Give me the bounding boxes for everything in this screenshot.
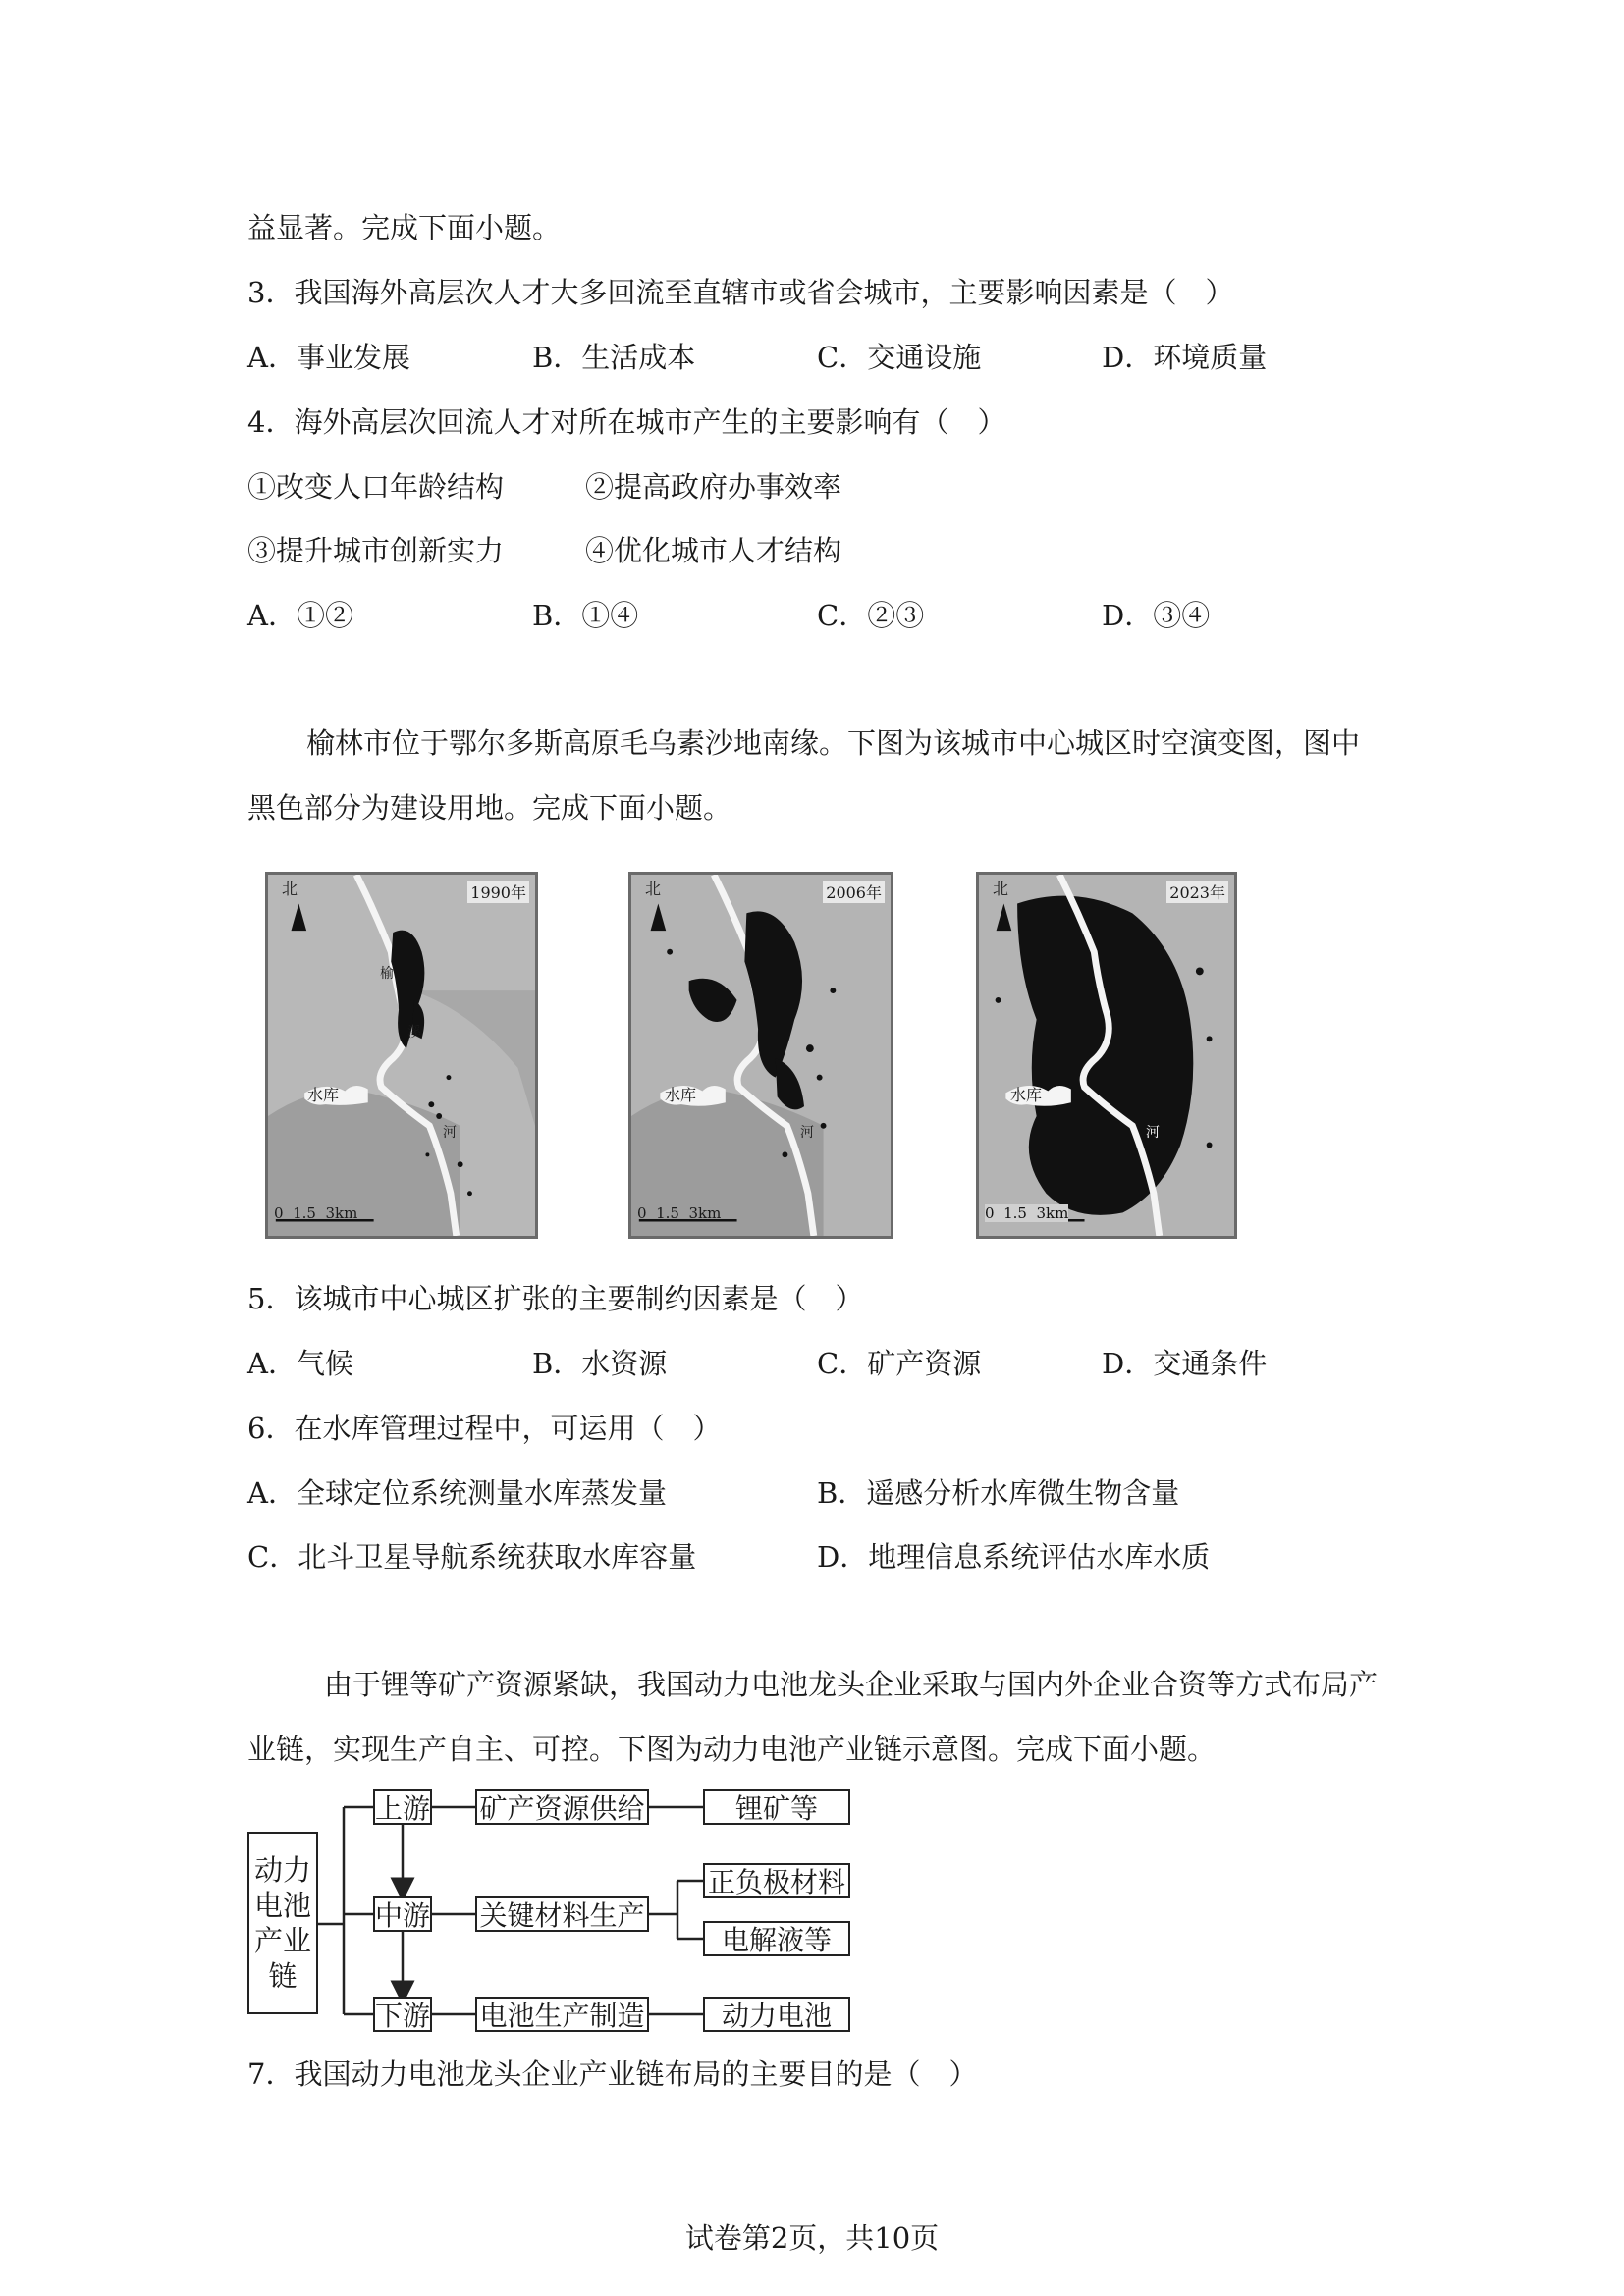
passage-2-line-1: 榆林市位于鄂尔多斯高原毛乌素沙地南缘。下图为该城市中心城区时空演变图，图中: [306, 726, 1361, 760]
question-5-option-c: C．矿产资源: [817, 1347, 982, 1380]
question-4-item-2: ②提高政府办事效率: [585, 470, 842, 504]
question-7-stem: 7．我国动力电池龙头企业产业链布局的主要目的是（ ）: [247, 2057, 978, 2091]
diagram-root-line: 动力: [253, 1853, 311, 1887]
question-6-option-a: A．全球定位系统测量水库蒸发量: [247, 1476, 667, 1510]
question-5-option-b: B．水资源: [532, 1347, 668, 1380]
question-6-option-c: C．北斗卫星导航系统获取水库容量: [247, 1540, 697, 1574]
map-year-label: 2023年: [1166, 881, 1228, 903]
map-year-label: 1990年: [467, 881, 529, 903]
diagram-output-lithium: 锂矿等: [703, 1789, 850, 1825]
page-footer: 试卷第2页，共10页: [684, 2221, 940, 2255]
reservoir-label: 水库: [1010, 1086, 1043, 1104]
scale-bar-label: 0 1.5 3km: [637, 1204, 722, 1222]
map-1990-graphic: [268, 875, 535, 1236]
diagram-process-mineral-supply: 矿产资源供给: [475, 1789, 649, 1825]
scale-bar-label: 0 1.5 3km: [985, 1204, 1069, 1222]
question-4-option-b: B．①④: [532, 599, 639, 632]
question-6-stem: 6．在水库管理过程中，可运用（ ）: [247, 1412, 722, 1445]
diagram-output-electrolyte: 电解液等: [703, 1921, 850, 1956]
diagram-output-power-battery: 动力电池: [703, 1997, 850, 2032]
question-3-option-a: A．事业发展: [247, 341, 410, 374]
reservoir-label: 水库: [307, 1086, 340, 1104]
question-5-option-d: D．交通条件: [1102, 1347, 1268, 1380]
question-5-option-a: A．气候: [247, 1347, 353, 1380]
question-3-option-d: D．环境质量: [1102, 341, 1268, 374]
passage-tail: 益显著。完成下面小题。: [247, 211, 562, 244]
diagram-process-battery-manufacturing: 电池生产制造: [475, 1997, 649, 2032]
diagram-output-electrode-materials: 正负极材料: [703, 1863, 850, 1898]
question-3-stem: 3．我国海外高层次人才大多回流至直辖市或省会城市，主要影响因素是（ ）: [247, 276, 1234, 309]
diagram-root-line: 链: [268, 1959, 298, 1993]
north-label: 北: [993, 880, 1009, 898]
diagram-root-line: 产业: [253, 1924, 311, 1957]
question-5-stem: 5．该城市中心城区扩张的主要制约因素是（ ）: [247, 1282, 864, 1315]
diagram-stage-downstream: 下游: [373, 1997, 432, 2032]
river-label: 溪: [407, 1025, 421, 1041]
question-3-option-b: B．生活成本: [532, 341, 696, 374]
map-2023: [976, 872, 1237, 1239]
question-4-option-a: A．①②: [247, 599, 353, 632]
question-4-stem: 4．海外高层次回流人才对所在城市产生的主要影响有（ ）: [247, 405, 1006, 439]
diagram-root-line: 电池: [253, 1889, 311, 1922]
north-label: 北: [645, 880, 662, 898]
map-2006-graphic: [631, 875, 891, 1236]
scale-bar-label: 0 1.5 3km: [274, 1204, 358, 1222]
map-2006: [628, 872, 893, 1239]
reservoir-label: 水库: [665, 1086, 697, 1104]
north-label: 北: [282, 880, 298, 898]
passage-2-line-2: 黑色部分为建设用地。完成下面小题。: [247, 791, 732, 825]
river-label: 河: [1146, 1125, 1160, 1141]
question-4-item-4: ④优化城市人才结构: [585, 534, 842, 567]
passage-3-line-2: 业链，实现生产自主、可控。下图为动力电池产业链示意图。完成下面小题。: [247, 1733, 1217, 1766]
diagram-stage-upstream: 上游: [373, 1789, 432, 1825]
river-label: 河: [800, 1125, 814, 1141]
diagram-stage-midstream: 中游: [373, 1896, 432, 1932]
diagram-root-box: [247, 1832, 318, 2014]
question-4-item-3: ③提升城市创新实力: [247, 534, 505, 567]
map-1990: [265, 872, 538, 1239]
question-3-option-c: C．交通设施: [817, 341, 982, 374]
question-6-option-d: D．地理信息系统评估水库水质: [817, 1540, 1211, 1574]
question-4-option-c: C．②③: [817, 599, 925, 632]
question-4-option-d: D．③④: [1102, 599, 1211, 632]
question-4-item-1: ①改变人口年龄结构: [247, 470, 505, 504]
diagram-process-key-materials: 关键材料生产: [475, 1896, 649, 1932]
passage-3-line-1: 由于锂等矿产资源紧缺，我国动力电池龙头企业采取与国内外企业合资等方式布局产: [324, 1668, 1379, 1701]
map-2023-graphic: [979, 875, 1234, 1236]
question-6-option-b: B．遥感分析水库微生物含量: [817, 1476, 1180, 1510]
river-label: 河: [443, 1125, 457, 1141]
river-label: 榆: [380, 966, 394, 982]
map-year-label: 2006年: [823, 881, 885, 903]
